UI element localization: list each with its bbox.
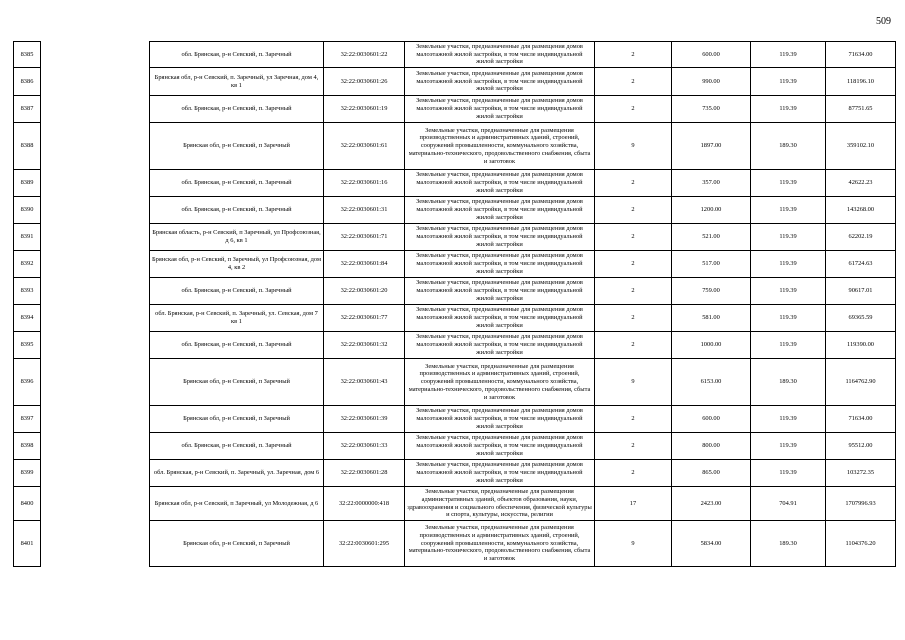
blank-cell: [41, 224, 150, 251]
group-number-cell: 9: [595, 123, 672, 170]
land-use-cell: Земельные участки, предназначенные для размещения производственных и административных зданий, строений, сооружений промышленности, коммунального хозяйства, материально-технического, продовольственного снабжения, сбыта и заготовок: [405, 521, 595, 567]
land-use-cell: Земельные участки, предназначенные для размещения домов малоэтажной жилой застройки, в том числе индивидуальной жилой застройки: [405, 68, 595, 96]
row-number-cell: 8401: [14, 521, 41, 567]
specific-value-cell: 119.39: [751, 251, 826, 278]
blank-cell: [41, 123, 150, 170]
cadastral-value-cell: 42622.23: [826, 170, 896, 197]
specific-value-cell: 119.39: [751, 305, 826, 332]
area-cell: 990.00: [672, 68, 751, 96]
area-cell: 2423.00: [672, 487, 751, 521]
cadastral-value-cell: 95512.00: [826, 433, 896, 460]
land-use-cell: Земельные участки, предназначенные для размещения домов малоэтажной жилой застройки, в том числе индивидуальной жилой застройки: [405, 305, 595, 332]
specific-value-cell: 119.39: [751, 96, 826, 123]
group-number-cell: 2: [595, 170, 672, 197]
blank-cell: [41, 96, 150, 123]
table-row: [14, 96, 896, 123]
cadastral-value-cell: 118196.10: [826, 68, 896, 96]
row-number-cell: 8389: [14, 170, 41, 197]
table-row: [14, 278, 896, 305]
land-use-cell: Земельные участки, предназначенные для размещения домов малоэтажной жилой застройки, в том числе индивидуальной жилой застройки: [405, 332, 595, 359]
group-number-cell: 2: [595, 224, 672, 251]
address-cell: Брянская обл, р-н Севский, п Заречный: [150, 406, 324, 433]
area-cell: 800.00: [672, 433, 751, 460]
blank-cell: [41, 521, 150, 567]
address-cell: Брянская обл, р-н Севский, п Заречный: [150, 521, 324, 567]
group-number-cell: 9: [595, 359, 672, 406]
cadastral-number-cell: 32:22:0030601:32: [324, 332, 405, 359]
land-use-cell: Земельные участки, предназначенные для размещения административных зданий, объектов образования, науки, здравоохранения и социального обеспечения, физической культуры и спорта, культуры, искусства, религии: [405, 487, 595, 521]
cadastral-value-cell: 119390.00: [826, 332, 896, 359]
address-cell: обл. Брянская, р-н Севский, п. Заречный, ул. Севская, дом 7 кв 1: [150, 305, 324, 332]
group-number-cell: 2: [595, 251, 672, 278]
area-cell: 521.00: [672, 224, 751, 251]
area-cell: 517.00: [672, 251, 751, 278]
page-number: 509: [876, 16, 891, 27]
address-cell: обл. Брянская, р-н Севский, п. Заречный: [150, 197, 324, 224]
cadastral-value-cell: 90617.01: [826, 278, 896, 305]
blank-cell: [41, 460, 150, 487]
cadastral-value-cell: 61724.63: [826, 251, 896, 278]
specific-value-cell: 119.39: [751, 278, 826, 305]
blank-cell: [41, 197, 150, 224]
row-number-cell: 8398: [14, 433, 41, 460]
row-number-cell: 8390: [14, 197, 41, 224]
table-body: [14, 42, 896, 567]
land-use-cell: Земельные участки, предназначенные для размещения домов малоэтажной жилой застройки, в том числе индивидуальной жилой застройки: [405, 278, 595, 305]
specific-value-cell: 704.91: [751, 487, 826, 521]
specific-value-cell: 119.39: [751, 42, 826, 68]
area-cell: 581.00: [672, 305, 751, 332]
group-number-cell: 2: [595, 332, 672, 359]
row-number-cell: 8391: [14, 224, 41, 251]
blank-cell: [41, 332, 150, 359]
cadastral-number-cell: 32:22:0030601:77: [324, 305, 405, 332]
area-cell: 6153.00: [672, 359, 751, 406]
area-cell: 735.00: [672, 96, 751, 123]
group-number-cell: 2: [595, 278, 672, 305]
row-number-cell: 8395: [14, 332, 41, 359]
land-use-cell: Земельные участки, предназначенные для размещения домов малоэтажной жилой застройки, в том числе индивидуальной жилой застройки: [405, 460, 595, 487]
blank-cell: [41, 433, 150, 460]
area-cell: 357.00: [672, 170, 751, 197]
land-use-cell: Земельные участки, предназначенные для размещения домов малоэтажной жилой застройки, в том числе индивидуальной жилой застройки: [405, 406, 595, 433]
area-cell: 1897.00: [672, 123, 751, 170]
land-use-cell: Земельные участки, предназначенные для размещения домов малоэтажной жилой застройки, в том числе индивидуальной жилой застройки: [405, 224, 595, 251]
blank-cell: [41, 359, 150, 406]
cadastral-value-cell: 71634.00: [826, 42, 896, 68]
specific-value-cell: 119.39: [751, 406, 826, 433]
blank-cell: [41, 170, 150, 197]
table-row: [14, 433, 896, 460]
specific-value-cell: 189.30: [751, 521, 826, 567]
table-row: [14, 251, 896, 278]
row-number-cell: 8400: [14, 487, 41, 521]
specific-value-cell: 189.30: [751, 359, 826, 406]
address-cell: Брянская обл, р-н Севский, п Заречный, ул Молодежная, д 6: [150, 487, 324, 521]
cadastral-number-cell: 32:22:0030601:43: [324, 359, 405, 406]
area-cell: 600.00: [672, 42, 751, 68]
cadastral-value-cell: 103272.35: [826, 460, 896, 487]
table-row: [14, 487, 896, 521]
table-row: [14, 68, 896, 96]
cadastral-number-cell: 32:22:0030601:39: [324, 406, 405, 433]
group-number-cell: 2: [595, 197, 672, 224]
area-cell: 5834.00: [672, 521, 751, 567]
area-cell: 1000.00: [672, 332, 751, 359]
land-use-cell: Земельные участки, предназначенные для размещения домов малоэтажной жилой застройки, в том числе индивидуальной жилой застройки: [405, 251, 595, 278]
group-number-cell: 2: [595, 406, 672, 433]
group-number-cell: 2: [595, 96, 672, 123]
row-number-cell: 8394: [14, 305, 41, 332]
cadastral-number-cell: 32:22:0030601:84: [324, 251, 405, 278]
table-row: [14, 406, 896, 433]
land-use-cell: Земельные участки, предназначенные для размещения производственных и административных зданий, строений, сооружений промышленности, коммунального хозяйства, материально-технического, продовольственного снабжения, сбыта и заготовок: [405, 123, 595, 170]
cadastral-number-cell: 32:22:0030601:20: [324, 278, 405, 305]
specific-value-cell: 119.39: [751, 197, 826, 224]
cadastral-value-cell: 69365.59: [826, 305, 896, 332]
row-number-cell: 8387: [14, 96, 41, 123]
cadastral-number-cell: 32:22:0000000:418: [324, 487, 405, 521]
address-cell: Брянская обл, р-н Севский, п Заречный: [150, 123, 324, 170]
area-cell: 759.00: [672, 278, 751, 305]
group-number-cell: 9: [595, 521, 672, 567]
cadastral-number-cell: 32:22:0030601:295: [324, 521, 405, 567]
specific-value-cell: 119.39: [751, 433, 826, 460]
address-cell: Брянская обл, р-н Севский, п. Заречный, ул Заречная, дом 4, кв 1: [150, 68, 324, 96]
cadastral-number-cell: 32:22:0030601:28: [324, 460, 405, 487]
land-use-cell: Земельные участки, предназначенные для размещения производственных и административных зданий, строений, сооружений промышленности, коммунального хозяйства, материально-технического, продовольственного снабжения, сбыта и заготовок: [405, 359, 595, 406]
cadastral-number-cell: 32:22:0030601:26: [324, 68, 405, 96]
address-cell: Брянская обл, р-н Севский, п Заречный: [150, 359, 324, 406]
blank-cell: [41, 278, 150, 305]
cadastral-number-cell: 32:22:0030601:19: [324, 96, 405, 123]
row-number-cell: 8392: [14, 251, 41, 278]
table-row: [14, 197, 896, 224]
address-cell: Брянская обл, р-н Севский, п Заречный, ул Профсоюзная, дом 4, кв 2: [150, 251, 324, 278]
cadastral-number-cell: 32:22:0030601:31: [324, 197, 405, 224]
address-cell: обл. Брянская, р-н Севский, п. Заречный: [150, 42, 324, 68]
specific-value-cell: 119.39: [751, 460, 826, 487]
cadastral-value-cell: 1707996.93: [826, 487, 896, 521]
cadastral-value-cell: 87751.65: [826, 96, 896, 123]
row-number-cell: 8393: [14, 278, 41, 305]
group-number-cell: 2: [595, 433, 672, 460]
blank-cell: [41, 305, 150, 332]
cadastral-value-cell: 62202.19: [826, 224, 896, 251]
address-cell: обл. Брянская, р-н Севский, п. Заречный: [150, 332, 324, 359]
cadastral-value-cell: 1164762.90: [826, 359, 896, 406]
cadastral-value-cell: 71634.00: [826, 406, 896, 433]
blank-cell: [41, 42, 150, 68]
area-cell: 865.00: [672, 460, 751, 487]
cadastral-number-cell: 32:22:0030601:33: [324, 433, 405, 460]
row-number-cell: 8388: [14, 123, 41, 170]
row-number-cell: 8397: [14, 406, 41, 433]
table-row: [14, 305, 896, 332]
land-use-cell: Земельные участки, предназначенные для размещения домов малоэтажной жилой застройки, в том числе индивидуальной жилой застройки: [405, 197, 595, 224]
blank-cell: [41, 251, 150, 278]
area-cell: 1200.00: [672, 197, 751, 224]
cadastral-value-cell: 1104376.20: [826, 521, 896, 567]
table-row: [14, 521, 896, 567]
address-cell: Брянская область, р-н Севский, п Заречный, ул Профсоюзная, д 6, кв 1: [150, 224, 324, 251]
specific-value-cell: 119.39: [751, 170, 826, 197]
address-cell: обл. Брянская, р-н Севский, п. Заречный: [150, 433, 324, 460]
table-row: [14, 42, 896, 68]
blank-cell: [41, 487, 150, 521]
address-cell: обл. Брянская, р-н Севский, п. Заречный: [150, 170, 324, 197]
cadastral-number-cell: 32:22:0030601:16: [324, 170, 405, 197]
table-row: [14, 170, 896, 197]
specific-value-cell: 119.39: [751, 224, 826, 251]
group-number-cell: 2: [595, 305, 672, 332]
table-row: [14, 460, 896, 487]
table-row: [14, 359, 896, 406]
land-use-cell: Земельные участки, предназначенные для размещения домов малоэтажной жилой застройки, в том числе индивидуальной жилой застройки: [405, 170, 595, 197]
address-cell: обл. Брянская, р-н Севский, п. Заречный: [150, 278, 324, 305]
row-number-cell: 8385: [14, 42, 41, 68]
land-use-cell: Земельные участки, предназначенные для размещения домов малоэтажной жилой застройки, в том числе индивидуальной жилой застройки: [405, 96, 595, 123]
address-cell: обл. Брянская, р-н Севский, п. Заречный, ул. Заречная, дом 6: [150, 460, 324, 487]
group-number-cell: 17: [595, 487, 672, 521]
cadastral-value-cell: 143268.00: [826, 197, 896, 224]
cadastral-value-table: [13, 41, 896, 567]
table-row: [14, 332, 896, 359]
row-number-cell: 8399: [14, 460, 41, 487]
cadastral-value-cell: 359102.10: [826, 123, 896, 170]
cadastral-number-cell: 32:22:0030601:22: [324, 42, 405, 68]
land-use-cell: Земельные участки, предназначенные для размещения домов малоэтажной жилой застройки, в том числе индивидуальной жилой застройки: [405, 42, 595, 68]
address-cell: обл. Брянская, р-н Севский, п. Заречный: [150, 96, 324, 123]
blank-cell: [41, 406, 150, 433]
specific-value-cell: 119.39: [751, 68, 826, 96]
area-cell: 600.00: [672, 406, 751, 433]
land-use-cell: Земельные участки, предназначенные для размещения домов малоэтажной жилой застройки, в том числе индивидуальной жилой застройки: [405, 433, 595, 460]
specific-value-cell: 189.30: [751, 123, 826, 170]
cadastral-number-cell: 32:22:0030601:61: [324, 123, 405, 170]
group-number-cell: 2: [595, 68, 672, 96]
table-row: [14, 224, 896, 251]
table-row: [14, 123, 896, 170]
row-number-cell: 8396: [14, 359, 41, 406]
specific-value-cell: 119.39: [751, 332, 826, 359]
blank-cell: [41, 68, 150, 96]
row-number-cell: 8386: [14, 68, 41, 96]
cadastral-number-cell: 32:22:0030601:71: [324, 224, 405, 251]
group-number-cell: 2: [595, 460, 672, 487]
group-number-cell: 2: [595, 42, 672, 68]
